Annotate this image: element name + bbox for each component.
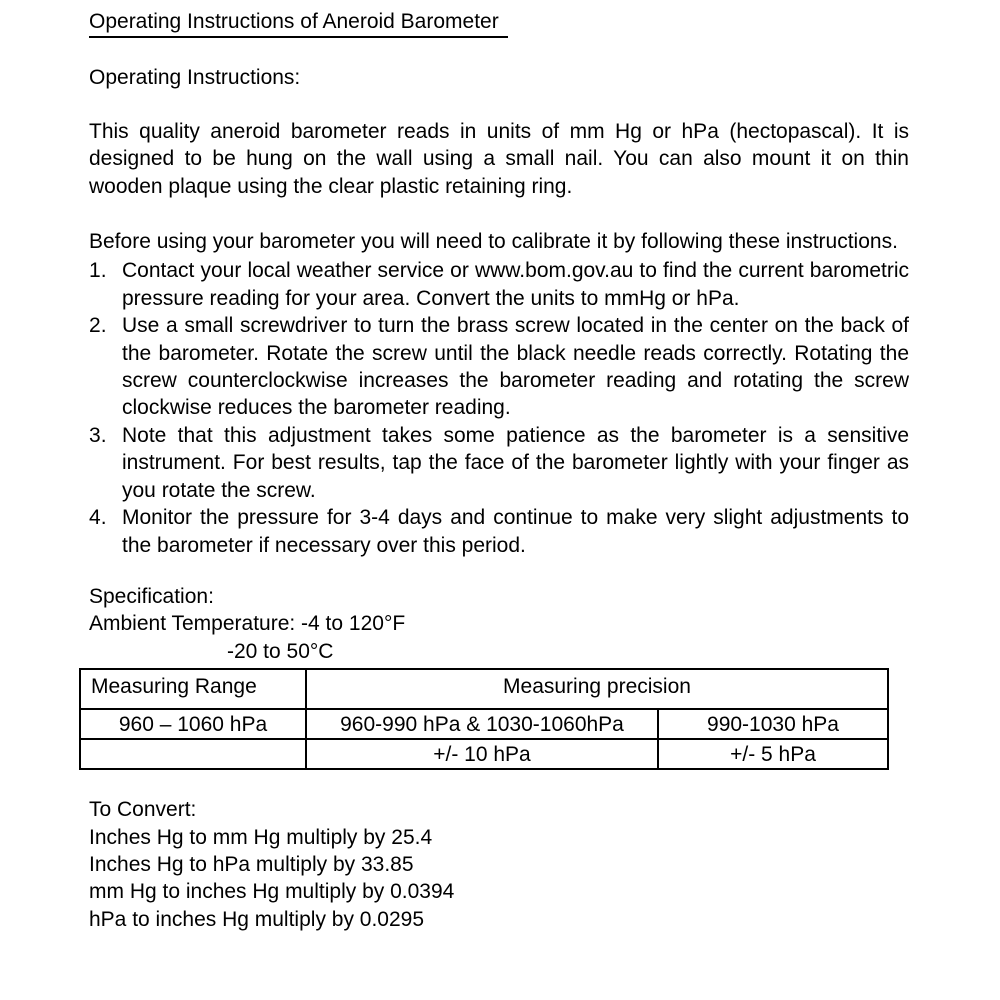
cell-precision-inner-value: +/- 5 hPa [658, 739, 888, 769]
conversion-line-hpa-inhg: hPa to inches Hg multiply by 0.0295 [89, 907, 425, 931]
specification-heading: Specification: [89, 584, 214, 608]
to-convert-section [89, 796, 909, 933]
conversion-line-mmhg-inhg: mm Hg to inches Hg multiply by 0.0394 [89, 880, 455, 904]
step-1-text-after: to find the current barometric pressure reading for your area. Convert the units to mmHg or hPa. [122, 259, 909, 310]
calibration-steps-list [89, 257, 909, 558]
specification-table [79, 668, 889, 770]
weather-service-url: www.bom.gov.au [474, 259, 634, 283]
conversion-line-inhg-mmhg: Inches Hg to mm Hg multiply by 25.4 [89, 825, 433, 849]
step-1-text-before: Contact your local weather service or [122, 259, 475, 283]
cell-empty [80, 739, 306, 769]
cell-measuring-range-value: 960 – 1060 hPa [80, 709, 306, 739]
ambient-temperature-fahrenheit: Ambient Temperature: -4 to 120°F [89, 612, 406, 636]
step-item-2: Use a small screwdriver to turn the brass screw located in the center on the back of the barometer. Rotate the screw until the black needle reads correctly. Rotating the screw counterclockwise increases the barometer reading and rotating the screw clockwise reduces the barometer reading. [122, 314, 909, 420]
step-item-4: Monitor the pressure for 3-4 days and continue to make very slight adjustments to the barometer if necessary over this period. [122, 506, 909, 557]
step-item-1 [89, 257, 909, 312]
cell-precision-outer-value: +/- 10 hPa [306, 739, 658, 769]
table-row-precision-values [80, 739, 888, 769]
page-title [89, 8, 909, 38]
intro-paragraph: This quality aneroid barometer reads in units of mm Hg or hPa (hectopascal). It is designed to be hung on the wall using a small nail. You can also mount it on thin wooden plaque using the clear plastic retaining ring. [89, 119, 909, 198]
table-row-ranges [80, 709, 888, 739]
step-item-3: Note that this adjustment takes some patience as the barometer is a sensitive instrument. For best results, tap the face of the barometer lightly with your finger as you rotate the screw. [122, 423, 909, 502]
to-convert-heading: To Convert: [89, 798, 197, 822]
cell-precision-range-inner: 990-1030 hPa [658, 709, 888, 739]
cell-precision-range-outer: 960-990 hPa & 1030-1060hPa [306, 709, 658, 739]
calibration-intro: Before using your barometer you will need to calibrate it by following these instructions. [89, 230, 898, 254]
table-header-measuring-range: Measuring Range [80, 669, 306, 709]
table-header-row [80, 669, 888, 709]
table-header-measuring-precision: Measuring precision [306, 669, 888, 709]
ambient-temperature-celsius: -20 to 50°C [227, 639, 334, 663]
page-title-text: Operating Instructions of Aneroid Barometer [89, 8, 508, 38]
conversion-line-inhg-hpa: Inches Hg to hPa multiply by 33.85 [89, 852, 414, 876]
section-heading: Operating Instructions: [89, 66, 301, 90]
